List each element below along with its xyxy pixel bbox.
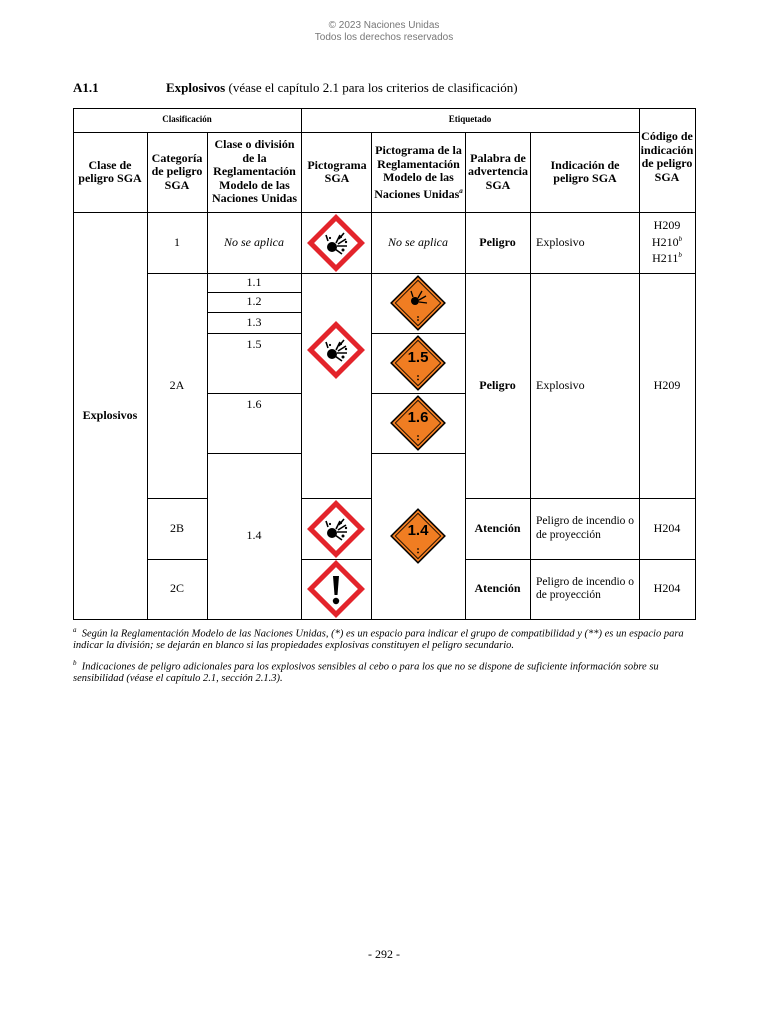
footnote-b-text: Indicaciones de peligro adicionales para los explosivos sensibles al cebo o para los que no se dispone de suficiente información sobre su sensibilidad (véase el capítulo 2.1, sección 2.1.3). [73, 661, 659, 684]
code-h210-line [652, 233, 682, 250]
cat2a-hazard-statement: Explosivo [536, 377, 585, 392]
code-h210: H210 [651, 234, 679, 249]
code-h211: H211 [652, 251, 679, 266]
placard-label-1-5: 1.5 [407, 349, 429, 366]
footnote-a-text: Según la Reglamentación Modelo de las Naciones Unidas, (*) es un espacio para indicar el grupo de compatibilidad y (**) es un espacio para indicar la división; se dejarán en blanco si las propiedades explosivas constituyen el peligro secundario. [73, 628, 684, 651]
footnote-b-ref: b [678, 234, 683, 243]
cat1-hazard-codes [639, 212, 695, 273]
cat2c-hazard-statement: Peligro de incendio o de proyección [536, 575, 635, 601]
division-1-1: 1.1 [246, 274, 262, 289]
cat2b-category: 2B [169, 520, 184, 535]
footnote-b-ref: b [678, 251, 682, 260]
col-un-division: Clase o división de la Reglamentación Modelo de las Naciones Unidas [211, 137, 297, 206]
section-heading [73, 80, 518, 96]
copyright-line2: Todos los derechos reservados [314, 32, 454, 43]
page-number: - 292 - [368, 947, 400, 961]
footnote-b-mark: b [73, 659, 77, 667]
cat1-un-pictogram: No se aplica [388, 234, 448, 249]
hazard-class-explosives: Explosivos [82, 407, 138, 422]
copyright-line1: © 2023 Naciones Unidas [328, 20, 440, 31]
cat2b-signal-word: Atención [474, 520, 521, 535]
ghs-exploding-bomb-icon [304, 320, 368, 380]
col-hazard-category: Categoría de peligro SGA [151, 150, 203, 192]
section-title: Explosivos [166, 80, 226, 95]
col-un-pictogram [372, 132, 465, 212]
ghs-exclamation-icon [304, 559, 368, 619]
cat2a-signal-word: Peligro [479, 377, 516, 392]
division-1-4: 1.4 [246, 528, 262, 543]
section-number: A1.1 [73, 80, 99, 95]
cat1-hazard-statement: Explosivo [536, 234, 585, 249]
placard-label-1-6: 1.6 [407, 409, 429, 426]
ghs-exploding-bomb-icon [304, 213, 368, 273]
copyright-notice [0, 20, 768, 44]
division-1-2: 1.2 [246, 294, 262, 309]
footnote-b [73, 658, 695, 685]
cat1-signal-word: Peligro [479, 234, 516, 249]
header-classification: Clasificación [162, 114, 212, 125]
ghs-exploding-bomb-icon [304, 499, 368, 559]
division-1-6: 1.6 [246, 397, 262, 411]
un-class1-explosive-icon [386, 273, 450, 333]
cat2c-category: 2C [169, 581, 184, 596]
cat2b-hazard-code: H204 [653, 520, 681, 535]
footnote-a-mark: a [73, 626, 77, 634]
code-h209: H209 [653, 218, 681, 233]
col-hazard-class: Clase de peligro SGA [78, 157, 142, 185]
cat2a-hazard-code: H209 [653, 377, 681, 392]
code-h211-line [652, 249, 682, 266]
placard-label-1-4: 1.4 [407, 522, 429, 539]
col-signal-word: Palabra de advertencia SGA [468, 150, 528, 192]
header-labelling: Etiquetado [448, 114, 492, 125]
section-subtitle: (véase el capítulo 2.1 para los criterios de clasificación) [225, 80, 518, 95]
footnote-a-ref: a [459, 186, 463, 195]
footnote-a [73, 625, 695, 652]
col-pictogram: Pictograma SGA [307, 157, 367, 185]
division-1-3: 1.3 [246, 314, 262, 329]
cat2a-category: 2A [169, 377, 185, 392]
cat2c-hazard-code: H204 [653, 581, 681, 596]
col-un-pictogram-text: Pictograma de la Reglamentación Modelo de las Naciones Unidas [374, 143, 462, 201]
division-1-5: 1.5 [246, 337, 262, 351]
col-hazard-code: Código de indicación de peligro SGA [640, 129, 694, 184]
cat2b-hazard-statement: Peligro de incendio o de proyección [536, 515, 635, 541]
cat1-division: No se aplica [224, 234, 284, 249]
col-hazard-statement: Indicación de peligro SGA [550, 157, 620, 185]
cat1-category: 1 [174, 234, 180, 249]
cat2c-signal-word: Atención [474, 581, 521, 596]
